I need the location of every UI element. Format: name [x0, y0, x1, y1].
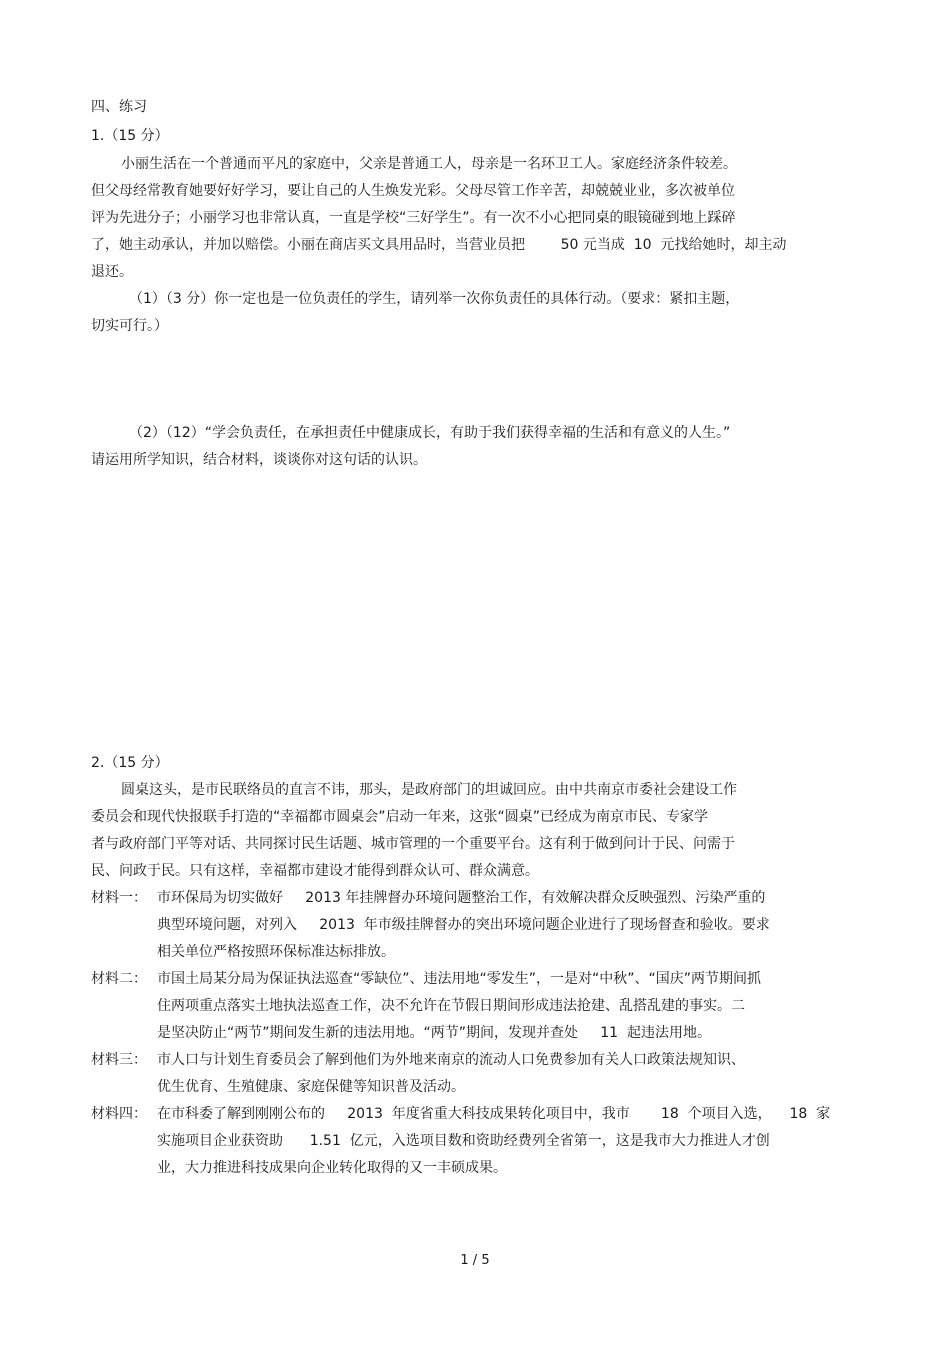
q1-para-line: 但父母经常教育她要好好学习，要让自己的人生焕发光彩。父母尽管工作辛苦，却兢兢业业，多次被单位 — [91, 183, 735, 199]
q1-para-line: 退还。 — [91, 264, 133, 280]
material-label: 材料三： — [91, 1052, 147, 1068]
material-label: 材料一： — [91, 890, 147, 906]
q1-sub2-line: 请运用所学知识，结合材料，谈谈你对这句话的认识。 — [91, 452, 427, 468]
material-line: 市人口与计划生育委员会了解到他们为外地来南京的流动人口免费参加有关人口政策法规知识、 — [157, 1052, 745, 1068]
material-line: 市国土局某分局为保证执法巡查“零缺位”、违法用地“零发生”，一是对“中秋”、“国庆”两节期间抓 — [157, 971, 762, 987]
q2-para-line: 圆桌这头，是市民联络员的直言不讳，那头，是政府部门的坦诚回应。由中共南京市委社会建设工作 — [121, 782, 737, 798]
material-line: 是坚决防止“两节”期间发生新的违法用地。“两节”期间，发现并查处 11 起违法用地。 — [157, 1025, 711, 1041]
material-label: 材料二： — [91, 971, 147, 987]
material-line: 市环保局为切实做好 2013 年挂牌督办环境问题整治工作，有效解决群众反映强烈、污染严重的 — [157, 890, 766, 906]
q1-sub1-line: （1）（3 分）你一定也是一位负责任的学生，请列举一次你负责任的具体行动。（要求：紧扣主题， — [129, 291, 740, 307]
material-line: 住两项重点落实土地执法巡查工作，决不允许在节假日期间形成违法抢建、乱搭乱建的事实。二 — [157, 998, 745, 1014]
material-label: 材料四： — [91, 1106, 147, 1122]
q2-para-line: 委员会和现代快报联手打造的“幸福都市圆桌会”启动一年来，这张“圆桌”已经成为南京市民、专家学 — [91, 809, 709, 825]
q1-para-line: 了，她主动承认，并加以赔偿。小丽在商店买文具用品时，当营业员把 50 元当成 10 元找给她时，却主动 — [91, 237, 787, 253]
q1-header: 1.（15 分） — [91, 128, 169, 144]
q1-para-line: 小丽生活在一个普通而平凡的家庭中，父亲是普通工人，母亲是一名环卫工人。家庭经济条件较差。 — [121, 156, 737, 172]
material-line: 实施项目企业获资助 1.51 亿元，入选项目数和资助经费列全省第一，这是我市大力推进人才创 — [157, 1133, 770, 1149]
material-line: 在市科委了解到刚刚公布的 2013 年度省重大科技成果转化项目中，我市 18 个项目入选， 18 家 — [157, 1106, 831, 1122]
q2-para-line: 民、问政于民。只有这样，幸福都市建设才能得到群众认可、群众满意。 — [91, 863, 539, 879]
material-line: 典型环境问题，对列入 2013 年市级挂牌督办的突出环境问题企业进行了现场督查和验收。要求 — [157, 917, 770, 933]
q1-sub1-line: 切实可行。） — [91, 318, 168, 334]
section-title: 四、练习 — [91, 99, 147, 115]
q2-para-line: 者与政府部门平等对话、共同探讨民生话题、城市管理的一个重要平台。这有利于做到问计于民、问需于 — [91, 836, 735, 852]
material-line: 优生优育、生殖健康、家庭保健等知识普及活动。 — [157, 1079, 465, 1095]
q1-sub2-line: （2）（12）“学会负责任，在承担责任中健康成长，有助于我们获得幸福的生活和有意义的人生。” — [129, 425, 731, 441]
material-line: 相关单位严格按照环保标准达标排放。 — [157, 944, 395, 960]
q1-para-line: 评为先进分子；小丽学习也非常认真，一直是学校“三好学生”。有一次不小心把同桌的眼镜碰到地上踩碎 — [91, 210, 736, 226]
page-number: 1 / 5 — [460, 1253, 490, 1268]
material-line: 业，大力推进科技成果向企业转化取得的又一丰硕成果。 — [157, 1160, 507, 1176]
q2-header: 2.（15 分） — [91, 755, 169, 771]
